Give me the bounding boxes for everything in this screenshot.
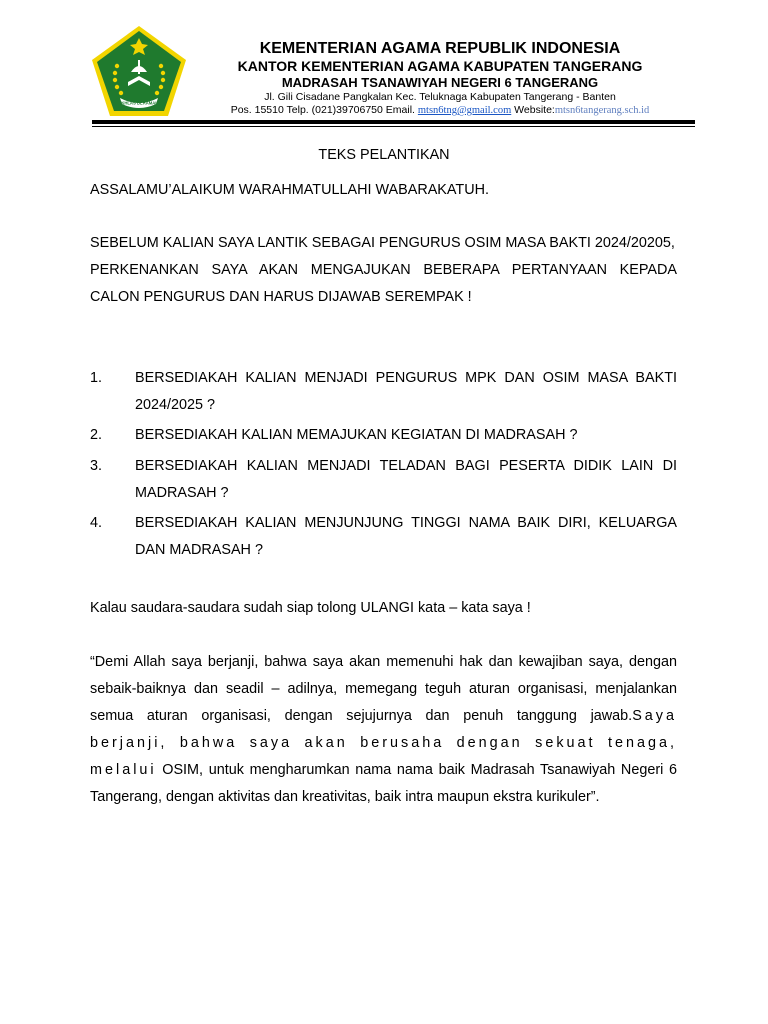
list-text: BERSEDIAKAH KALIAN MENJADI TELADAN BAGI PESERTA DIDIK LAIN DI MADRASAH ? — [135, 458, 677, 501]
letterhead-rule-thick — [92, 120, 695, 124]
intro-paragraph — [90, 230, 677, 311]
logo-motto: IKHLAS BERAMAL — [120, 100, 158, 106]
list-item — [90, 422, 677, 449]
list-number: 4. — [90, 515, 103, 531]
question-list — [90, 365, 677, 564]
list-text: BERSEDIAKAH KALIAN MENJADI PENGURUS MPK DAN OSIM MASA BAKTI 2024/2025 ? — [135, 370, 677, 413]
list-item — [90, 510, 677, 564]
school-name: MADRASAH TSANAWIYAH NEGERI 6 TANGERANG — [281, 75, 599, 90]
school-contact — [200, 104, 680, 117]
list-item — [90, 453, 677, 507]
greeting: ASSALAMU’ALAIKUM WARAHMATULLAHI WABARAKATUH. — [90, 182, 490, 198]
list-text: BERSEDIAKAH KALIAN MENJUNJUNG TINGGI NAMA BAIK DIRI, KELUARGA DAN MADRASAH ? — [135, 515, 677, 558]
oath-part-2: Saya berjanji, bahwa saya akan berusaha dengan sekuat tenaga, melalui — [90, 708, 677, 778]
list-text: BERSEDIAKAH KALIAN MEMAJUKAN KEGIATAN DI MADRASAH ? — [135, 427, 578, 443]
list-item — [90, 365, 677, 419]
list-number: 3. — [90, 458, 103, 474]
instruction-text: Kalau saudara-saudara sudah siap tolong ULANGI kata – kata saya ! — [90, 600, 531, 616]
contact-prefix: Pos. 15510 Telp. (021)39706750 Email. — [230, 104, 418, 116]
oath-part-1: “Demi Allah saya berjanji, bahwa saya akan memenuhi hak dan kewajiban saya, dengan sebaik-baiknya dan seadil – adilnya, memegang teguh aturan organisasi, menjalankan semua aturan organisasi, dengan sejujurnya dan penuh tanggung jawab. — [90, 654, 677, 724]
list-number: 1. — [90, 370, 103, 386]
kemenag-logo — [90, 24, 188, 118]
office-name: KANTOR KEMENTERIAN AGAMA KABUPATEN TANGERANG — [237, 58, 643, 74]
website-link[interactable]: mtsn6tangerang.sch.id — [554, 105, 650, 116]
list-number: 2. — [90, 427, 103, 443]
letterhead — [200, 40, 680, 117]
oath-paragraph — [90, 649, 677, 811]
intro-line-2: PERKENANKAN SAYA AKAN MENGAJUKAN BEBERAPA PERTANYAAN KEPADA CALON PENGURUS DAN HARUS DIJAWAB SEREMPAK ! — [90, 262, 677, 305]
email-link[interactable]: mtsn6tng@gmail.com — [417, 105, 512, 116]
document-title: TEKS PELANTIKAN — [318, 147, 450, 163]
oath-part-3: OSIM, untuk mengharumkan nama nama baik Madrasah Tsanawiyah Negeri 6 Tangerang, dengan aktivitas dan kreativitas, baik intra maupun ekstra kurikuler”. — [90, 762, 677, 805]
ministry-name: KEMENTERIAN AGAMA REPUBLIK INDONESIA — [259, 40, 621, 57]
website-label: Website: — [511, 104, 555, 116]
letterhead-rule-thin — [92, 126, 695, 127]
school-address: Jl. Gili Cisadane Pangkalan Kec. Teluknaga Kabupaten Tangerang - Banten — [264, 91, 616, 103]
intro-line-1: SEBELUM KALIAN SAYA LANTIK SEBAGAI PENGURUS OSIM MASA BAKTI 2024/20205, — [90, 235, 675, 251]
